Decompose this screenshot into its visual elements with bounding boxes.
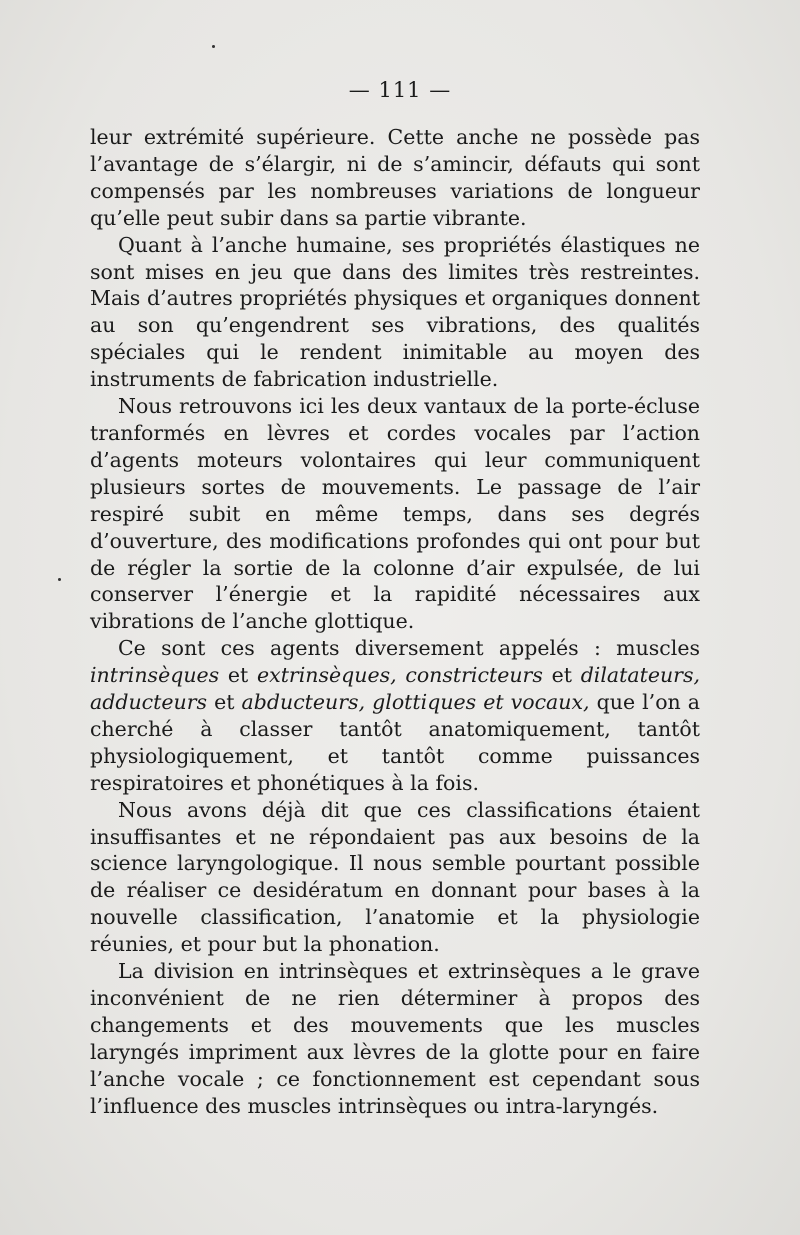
conjunction: et [207, 690, 242, 715]
term-abducteurs-glottiques-vocaux: abducteurs, glottiques et vocaux, [241, 690, 590, 715]
term-intrinseques: intrinsèques [90, 663, 220, 688]
paragraph-4-lead: Ce sont ces agents diversement appelés : muscles [118, 636, 700, 661]
paragraph-1: leur extrémité supérieure. Cette anche ne possède pas l’avantage de s’élargir, ni de s’amincir, défauts qui sont compensés par les nombreuses variations de longueur qu’elle peut subir dans sa partie vibrante. [90, 125, 700, 230]
conjunction: et [219, 663, 257, 688]
conjunction: et [542, 663, 581, 688]
paragraph-3: Nous retrouvons ici les deux vantaux de la porte-écluse tranformés en lèvres et cordes vocales par l’action d’agents moteurs volontaires qui leur communiquent plusieurs sortes de mouvements. Le passage de l’air respiré subit en même temps, dans ses degrés d’ouverture, des modifications profondes qui ont pour but de régler la sortie de la colonne d’air expulsée, de lui conserver l’énergie et la rapidité nécessaires aux vibrations de l’anche glottique. [90, 394, 700, 634]
paragraph-2: Quant à l’anche humaine, ses propriétés élastiques ne sont mises en jeu que dans des limites très restreintes. Mais d’autres propriétés physiques et organiques donnent au son qu’engendrent ses vibrations, des qualités spéciales qui le rendent inimitable au moyen des instruments de fabrication industrielle. [90, 232, 700, 392]
paragraph-4-tail: que l’on a cherché à classer tantôt anatomiquement, tantôt physiologiquement, et tantôt comme puissances respiratoires et phonétiques à la fois. [90, 690, 701, 795]
paragraph-6: La division en intrinsèques et extrinsèques a le grave inconvénient de ne rien déterminer à propos des changements et des mouvements que les muscles laryngés impriment aux lèvres de la glotte pour en faire l’anche vocale ; ce fonctionnement est cependant sous l’influence des muscles intrinsèques ou intra-laryngés. [90, 959, 700, 1118]
paragraph-4 [90, 635, 700, 796]
paper-speck [212, 45, 215, 48]
term-dilatateurs-adducteurs: dilatateurs, adducteurs [90, 663, 701, 715]
paper-speck [58, 578, 61, 581]
paragraph-5: Nous avons déjà dit que ces classifications étaient insuffisantes et ne répondaient pas aux besoins de la science laryngologique. Il nous semble pourtant possible de réaliser ce desidératum en donnant pour bases à la nouvelle classification, l’anatomie et la physiologie réunies, et pour but la phonation. [90, 797, 700, 957]
page-number: — 111 — [348, 78, 452, 102]
body-text [90, 124, 700, 1120]
term-extrinseques-constricteurs: extrinsèques, constricteurs [257, 663, 543, 688]
